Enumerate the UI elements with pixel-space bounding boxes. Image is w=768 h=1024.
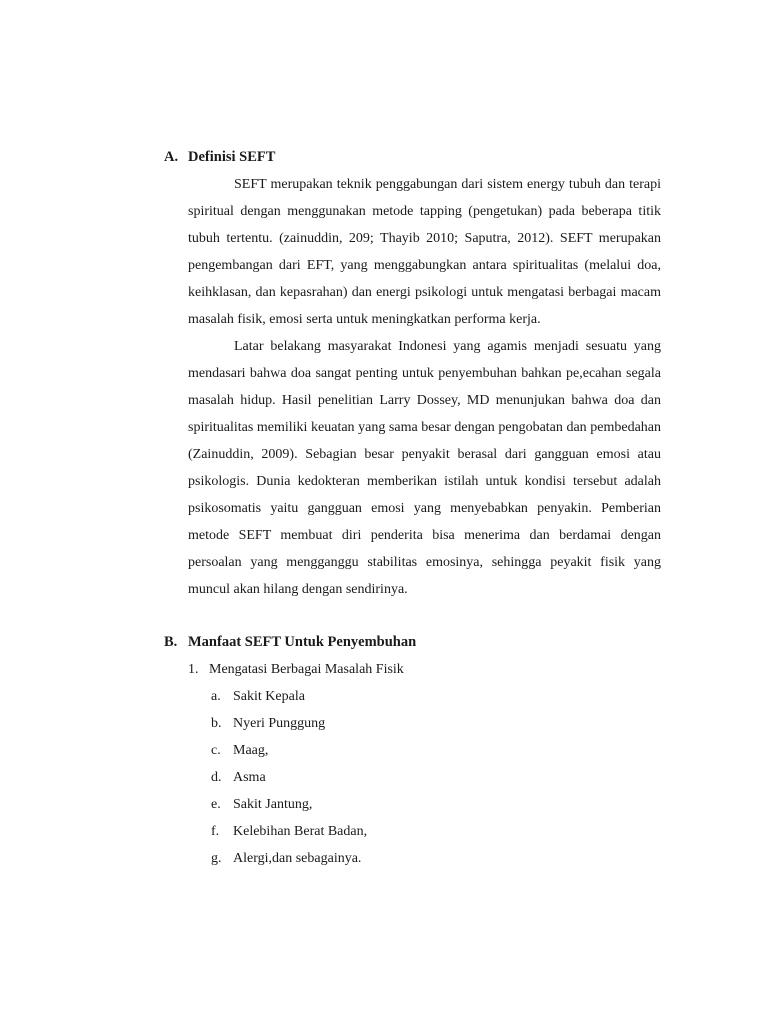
list-number: 1. xyxy=(188,662,199,677)
sub-list-mark: g. xyxy=(211,851,222,866)
sub-list-mark: c. xyxy=(211,743,221,758)
sub-list-item xyxy=(211,818,661,845)
section-a-title: Definisi SEFT xyxy=(188,149,276,165)
section-b-title: Manfaat SEFT Untuk Penyembuhan xyxy=(188,634,417,650)
section-b-letter: B. xyxy=(164,634,178,650)
document-content xyxy=(164,144,661,872)
sub-list-item xyxy=(211,737,661,764)
sub-list-text: Nyeri Punggung xyxy=(233,716,326,731)
sub-list-mark: d. xyxy=(211,770,222,785)
section-a-heading xyxy=(164,144,661,171)
sub-list-item xyxy=(211,764,661,791)
sub-list-item xyxy=(211,683,661,710)
list-label: Mengatasi Berbagai Masalah Fisik xyxy=(209,662,404,677)
sub-list-mark: a. xyxy=(211,689,221,704)
sub-list-mark: f. xyxy=(211,824,220,839)
sub-list xyxy=(211,683,661,872)
section-b-heading xyxy=(164,629,661,656)
sub-list-text: Sakit Jantung, xyxy=(233,797,313,812)
section-spacer xyxy=(164,603,661,629)
sub-list-mark: e. xyxy=(211,797,221,812)
sub-list-item xyxy=(211,845,661,872)
sub-list-item xyxy=(211,791,661,818)
numbered-list-item xyxy=(188,656,661,683)
paragraph: SEFT merupakan teknik penggabungan dari sistem energy tubuh dan terapi spiritual dengan menggunakan metode tapping (pengetukan) pada beberapa titik tubuh tertentu. (zainuddin, 209; Thayib 2010; Saputra, 2012). SEFT merupakan pengembangan dari EFT, yang menggabungkan antara spiritualitas (melalui doa, keihklasan, dan kepasrahan) dan energi psikologi untuk mengatasi berbagai macam masalah fisik, emosi serta untuk meningkatkan performa kerja. xyxy=(188,177,661,327)
sub-list-item xyxy=(211,710,661,737)
sub-list-text: Sakit Kepala xyxy=(233,689,305,704)
section-a-body xyxy=(188,171,661,603)
sub-list-text: Kelebihan Berat Badan, xyxy=(233,824,368,839)
sub-list-text: Alergi,dan sebagainya. xyxy=(233,851,362,866)
sub-list-mark: b. xyxy=(211,716,222,731)
paragraph: Latar belakang masyarakat Indonesi yang agamis menjadi sesuatu yang mendasari bahwa doa sangat penting untuk penyembuhan bahkan pe,ecahan segala masalah hidup. Hasil penelitian Larry Dossey, MD menunjukan bahwa doa dan spiritualitas memiliki keuatan yang sama besar dengan pengobatan dan pembedahan (Zainuddin, 2009). Sebagian besar penyakit berasal dari gangguan emosi atau psikologis. Dunia kedokteran memberikan istilah untuk kondisi tersebut adalah psikosomatis yaitu gangguan emosi yang menyebabkan penyakin. Pemberian metode SEFT membuat diri penderita bisa menerima dan berdamai dengan persoalan yang mengganggu stabilitas emosinya, sehingga peyakit fisik yang muncul akan hilang dengan sendirinya. xyxy=(188,339,661,597)
section-a-letter: A. xyxy=(164,149,179,165)
sub-list-text: Asma xyxy=(233,770,266,785)
sub-list-text: Maag, xyxy=(233,743,269,758)
